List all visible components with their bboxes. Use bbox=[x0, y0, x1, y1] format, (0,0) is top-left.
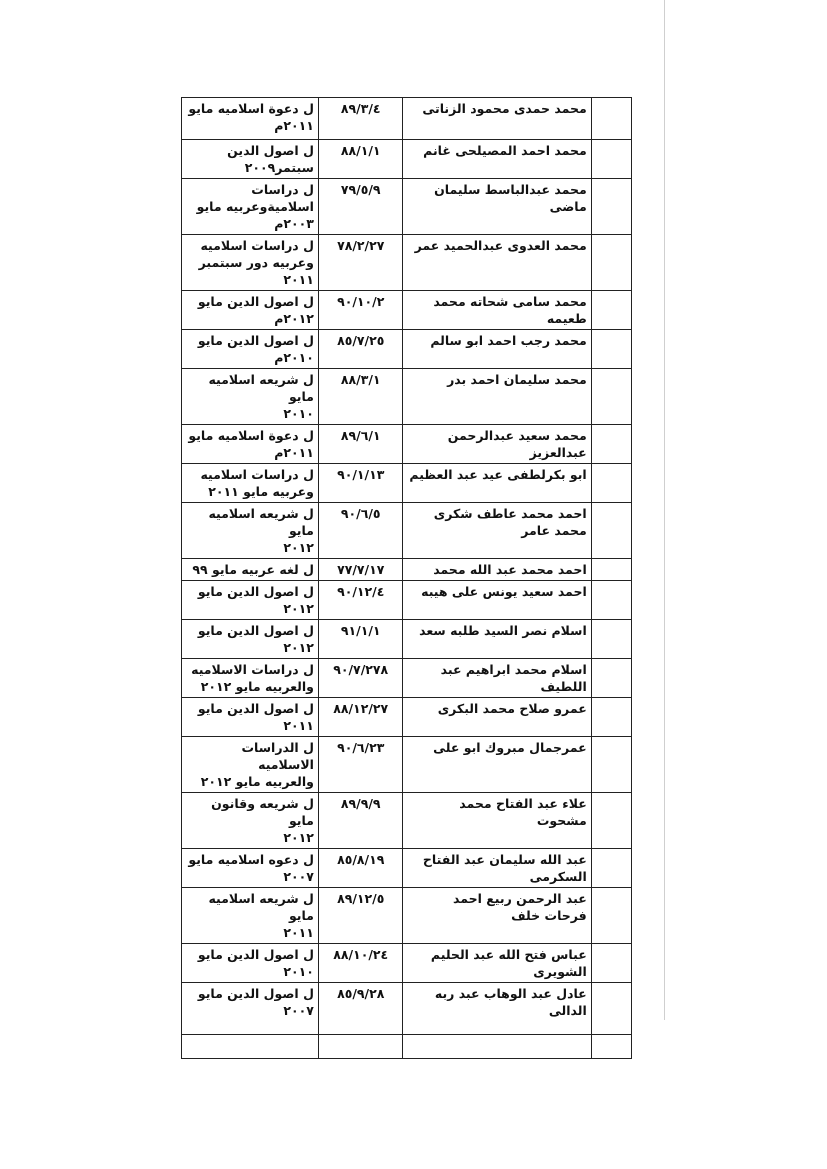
blank-cell bbox=[591, 425, 631, 464]
qualification-line-1: ل دعوة اسلاميه مايو bbox=[188, 101, 314, 116]
blank-cell bbox=[591, 503, 631, 559]
blank-cell bbox=[318, 1035, 403, 1059]
blank-cell bbox=[591, 1035, 631, 1059]
blank-cell bbox=[591, 179, 631, 235]
qualification-line-2: ٢٠١٢م bbox=[274, 311, 314, 326]
name-cell: عباس فتح الله عبد الحليم الشويرى bbox=[403, 944, 591, 983]
qualification-line-1: ل شريعه اسلاميه مايو bbox=[208, 506, 314, 538]
qualification-line-2: ٢٠١٠ bbox=[283, 406, 314, 421]
qualification-line-2: ٢٠١١م bbox=[274, 118, 314, 133]
page-edge-line bbox=[664, 0, 665, 1020]
qualification-line-1: ل دراسات اسلاميةوعربيه مايو bbox=[196, 182, 314, 214]
birth-date-cell: ٨٥/٩/٢٨ bbox=[318, 983, 403, 1035]
name-cell: محمد سعيد عبدالرحمن عبدالعزيز bbox=[403, 425, 591, 464]
name-cell: عبد الرحمن ربيع احمد فرحات خلف bbox=[403, 888, 591, 944]
name-cell: اسلام نصر السيد طلبه سعد bbox=[403, 620, 591, 659]
qualification-cell bbox=[182, 620, 319, 659]
qualification-line-2: ٢٠١١ bbox=[283, 272, 314, 287]
table-row bbox=[182, 140, 632, 179]
name-cell: محمد حمدى محمود الزناتى bbox=[403, 98, 591, 140]
qualification-cell bbox=[182, 503, 319, 559]
qualification-line-2: ٢٠١١ bbox=[283, 718, 314, 733]
blank-cell bbox=[591, 793, 631, 849]
blank-cell bbox=[591, 369, 631, 425]
blank-cell bbox=[591, 888, 631, 944]
qualification-line-2: ٢٠١٢ bbox=[283, 540, 314, 555]
table-row bbox=[182, 849, 632, 888]
qualification-cell bbox=[182, 944, 319, 983]
name-cell: علاء عبد الفتاح محمد مشحوت bbox=[403, 793, 591, 849]
name-cell: محمد احمد المصيلحى غانم bbox=[403, 140, 591, 179]
birth-date-cell: ٨٨/١/١ bbox=[318, 140, 403, 179]
blank-cell bbox=[591, 659, 631, 698]
name-cell: عمرجمال مبروك ابو على bbox=[403, 737, 591, 793]
qualification-line-2: والعربيه مايو ٢٠١٢ bbox=[200, 774, 314, 789]
blank-cell bbox=[403, 1035, 591, 1059]
qualification-line-1: ل دراسات اسلاميه bbox=[200, 467, 314, 482]
qualification-cell bbox=[182, 659, 319, 698]
name-cell: ابو بكرلطفى عيد عبد العظيم bbox=[403, 464, 591, 503]
table-row bbox=[182, 179, 632, 235]
blank-cell bbox=[591, 235, 631, 291]
qualification-line-2: ٢٠٠٧ bbox=[283, 1003, 314, 1018]
table-row bbox=[182, 983, 632, 1035]
qualification-line-1: ل اصول الدين مايو bbox=[197, 947, 314, 962]
qualification-line-1: ل دراسات اسلاميه وعربيه دور سبتمبر bbox=[198, 238, 314, 270]
roster-table bbox=[181, 97, 632, 1059]
blank-cell bbox=[591, 291, 631, 330]
birth-date-cell: ٨٥/٧/٢٥ bbox=[318, 330, 403, 369]
table-row bbox=[182, 98, 632, 140]
table-row bbox=[182, 291, 632, 330]
qualification-line-2: ٢٠١١ bbox=[283, 925, 314, 940]
table-row bbox=[182, 581, 632, 620]
qualification-line-1: ل شريعه اسلاميه مايو bbox=[208, 372, 314, 404]
qualification-line-2: ٢٠١٠م bbox=[274, 350, 314, 365]
blank-cell bbox=[591, 944, 631, 983]
birth-date-cell: ٨٨/١٢/٢٧ bbox=[318, 698, 403, 737]
table-row bbox=[182, 737, 632, 793]
table-row bbox=[182, 464, 632, 503]
birth-date-cell: ٩٠/١٠/٢ bbox=[318, 291, 403, 330]
blank-cell bbox=[591, 464, 631, 503]
qualification-cell bbox=[182, 581, 319, 620]
blank-cell bbox=[591, 698, 631, 737]
qualification-cell bbox=[182, 559, 319, 581]
birth-date-cell: ٩٠/٦/٢٣ bbox=[318, 737, 403, 793]
name-cell: محمد رجب احمد ابو سالم bbox=[403, 330, 591, 369]
roster-body bbox=[182, 98, 632, 1059]
table-row bbox=[182, 425, 632, 464]
qualification-line-1: ل اصول الدين مايو bbox=[197, 333, 314, 348]
table-row-empty bbox=[182, 1035, 632, 1059]
qualification-line-1: ل شريعه اسلاميه مايو bbox=[208, 891, 314, 923]
qualification-cell bbox=[182, 98, 319, 140]
qualification-line-1: ل دعوة اسلاميه مايو bbox=[188, 428, 314, 443]
qualification-line-2: ٢٠١٢ bbox=[283, 601, 314, 616]
table-row bbox=[182, 369, 632, 425]
qualification-line-1: ل اصول الدين bbox=[227, 143, 314, 158]
qualification-cell bbox=[182, 888, 319, 944]
birth-date-cell: ٩١/١/١ bbox=[318, 620, 403, 659]
name-cell: عادل عبد الوهاب عبد ربه الدالى bbox=[403, 983, 591, 1035]
qualification-line-1: ل دعوه اسلاميه مايو bbox=[188, 852, 314, 867]
birth-date-cell: ٨٥/٨/١٩ bbox=[318, 849, 403, 888]
qualification-line-2: ٢٠١١م bbox=[274, 445, 314, 460]
birth-date-cell: ٧٨/٢/٢٧ bbox=[318, 235, 403, 291]
birth-date-cell: ٩٠/١٢/٤ bbox=[318, 581, 403, 620]
qualification-line-1: ل لغه عربيه مايو ٩٩ bbox=[192, 562, 314, 577]
table-row bbox=[182, 659, 632, 698]
qualification-line-1: ل اصول الدين مايو bbox=[197, 623, 314, 638]
qualification-line-2: ٢٠١٠ bbox=[283, 964, 314, 979]
blank-cell bbox=[591, 983, 631, 1035]
name-cell: محمد العدوى عبدالحميد عمر bbox=[403, 235, 591, 291]
name-cell: احمد سعيد يونس على هيبه bbox=[403, 581, 591, 620]
blank-cell bbox=[591, 581, 631, 620]
qualification-line-1: ل اصول الدين مايو bbox=[197, 294, 314, 309]
qualification-line-1: ل اصول الدين مايو bbox=[197, 584, 314, 599]
qualification-line-2: سبتمر٢٠٠٩ bbox=[244, 160, 314, 175]
birth-date-cell: ٨٨/٣/١ bbox=[318, 369, 403, 425]
blank-cell bbox=[591, 737, 631, 793]
qualification-line-2: وعربيه مايو ٢٠١١ bbox=[208, 484, 314, 499]
table-row bbox=[182, 330, 632, 369]
qualification-cell bbox=[182, 235, 319, 291]
qualification-cell bbox=[182, 737, 319, 793]
qualification-line-1: ل دراسات الاسلاميه bbox=[191, 662, 314, 677]
table-row bbox=[182, 559, 632, 581]
qualification-cell bbox=[182, 464, 319, 503]
name-cell: محمد سليمان احمد بدر bbox=[403, 369, 591, 425]
qualification-line-1: ل الدراسات الاسلاميه bbox=[241, 740, 314, 772]
birth-date-cell: ٧٧/٧/١٧ bbox=[318, 559, 403, 581]
table-row bbox=[182, 503, 632, 559]
qualification-cell bbox=[182, 698, 319, 737]
birth-date-cell: ٨٨/١٠/٢٤ bbox=[318, 944, 403, 983]
birth-date-cell: ٨٩/٩/٩ bbox=[318, 793, 403, 849]
qualification-line-1: ل اصول الدين مايو bbox=[197, 986, 314, 1001]
qualification-line-2: ٢٠٠٧ bbox=[283, 869, 314, 884]
qualification-line-1: ل اصول الدين مايو bbox=[197, 701, 314, 716]
blank-cell bbox=[591, 98, 631, 140]
qualification-cell bbox=[182, 179, 319, 235]
qualification-cell bbox=[182, 330, 319, 369]
blank-cell bbox=[591, 330, 631, 369]
birth-date-cell: ٩٠/٦/٥ bbox=[318, 503, 403, 559]
blank-cell bbox=[591, 140, 631, 179]
qualification-cell bbox=[182, 369, 319, 425]
qualification-line-2: والعربيه مايو ٢٠١٢ bbox=[200, 679, 314, 694]
blank-cell bbox=[591, 849, 631, 888]
name-cell: احمد محمد عاطف شكرى محمد عامر bbox=[403, 503, 591, 559]
qualification-cell bbox=[182, 849, 319, 888]
blank-cell bbox=[591, 559, 631, 581]
table-row bbox=[182, 944, 632, 983]
qualification-line-2: ٢٠١٢ bbox=[283, 830, 314, 845]
name-cell: احمد محمد عبد الله محمد bbox=[403, 559, 591, 581]
qualification-cell bbox=[182, 291, 319, 330]
name-cell: اسلام محمد ابراهيم عبد اللطيف bbox=[403, 659, 591, 698]
qualification-line-1: ل شريعه وقانون مايو bbox=[211, 796, 314, 828]
table-row bbox=[182, 698, 632, 737]
qualification-line-2: ٢٠٠٣م bbox=[274, 216, 314, 231]
qualification-cell bbox=[182, 983, 319, 1035]
blank-cell bbox=[591, 620, 631, 659]
name-cell: محمد عبدالباسط سليمان ماضى bbox=[403, 179, 591, 235]
birth-date-cell: ٨٩/٣/٤ bbox=[318, 98, 403, 140]
birth-date-cell: ٨٩/٦/١ bbox=[318, 425, 403, 464]
birth-date-cell: ٨٩/١٢/٥ bbox=[318, 888, 403, 944]
name-cell: محمد سامى شحاته محمد طعيمه bbox=[403, 291, 591, 330]
table-row bbox=[182, 793, 632, 849]
birth-date-cell: ٧٩/٥/٩ bbox=[318, 179, 403, 235]
qualification-cell bbox=[182, 793, 319, 849]
table-row bbox=[182, 235, 632, 291]
qualification-cell bbox=[182, 425, 319, 464]
birth-date-cell: ٩٠/٧/٢٧٨ bbox=[318, 659, 403, 698]
name-cell: عبد الله سليمان عبد الفتاح السكرمى bbox=[403, 849, 591, 888]
birth-date-cell: ٩٠/١/١٣ bbox=[318, 464, 403, 503]
qualification-line-2: ٢٠١٢ bbox=[283, 640, 314, 655]
table-row bbox=[182, 888, 632, 944]
blank-cell bbox=[182, 1035, 319, 1059]
table-row bbox=[182, 620, 632, 659]
qualification-cell bbox=[182, 140, 319, 179]
name-cell: عمرو صلاح محمد البكرى bbox=[403, 698, 591, 737]
